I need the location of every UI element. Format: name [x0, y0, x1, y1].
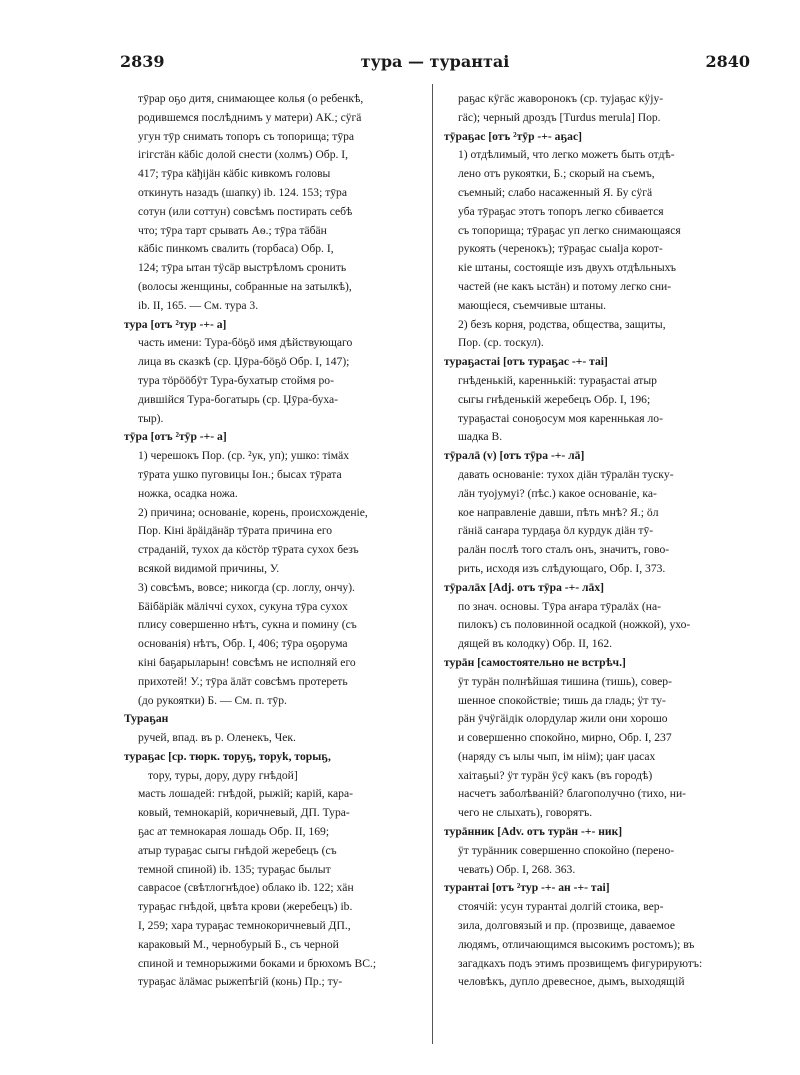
entry-text-line: частей (не какъ ыстäн) и потому легко сни- [458, 279, 672, 293]
entry-text-line: Пор. Кіні äрäідäнäр тӯрата причина его [138, 524, 333, 538]
entry-headword-line: тура [отъ ²тур -+- а] [124, 317, 227, 331]
entry-text-line: кое направленіе давши, пѣть мнѣ? Я.; ӧл [458, 505, 659, 519]
entry-text-line: І, 259; хара тураҕас темнокоричневый ДП., [138, 919, 351, 933]
entry-text-line: Пор. (ср. тоскул). [458, 336, 544, 350]
entry-text-line: караковый М., чернобурый Б., съ черной [138, 937, 339, 951]
entry-text-line: и совершенно спокойно, мирно, Обр. І, 237 [458, 731, 672, 745]
entry-headword-line: турантаі [отъ ²тур -+- ан -+- таі] [444, 881, 610, 895]
entry-text-line: Бäібäріäк мäліччі сухох, сукуна тӯра сухох [138, 599, 348, 613]
entry-text-line: страданій, тухох да кӧстӧр тӯрата сухох безъ [138, 543, 359, 557]
entry-text-line: саврасое (свѣтлогнѣдое) облако ib. 122; хäн [138, 881, 354, 895]
entry-headword-line: турāнник [Adv. отъ турäн -+- ник] [444, 825, 623, 839]
entry-text-line: лица въ сказкѣ (ср. Џӯра-бӧҕӧ Обр. І, 147); [138, 355, 350, 369]
entry-text-line: ігігстäн кäбіс долой снести (холмъ) Обр. І, [138, 148, 349, 162]
entry-text-line: тура тӧрӧӧбӱт Тура-бухатыр стоймя ро- [138, 373, 334, 387]
entry-text-line: всякой видимой причины, У. [138, 561, 280, 575]
entry-text-line: (волосы женщины, собранные на затылкѣ), [138, 279, 352, 293]
entry-text-line: ib. ІІ, 165. — См. тура 3. [138, 298, 259, 312]
entry-text-line: 1) отдѣлимый, что легко можетъ быть отдѣ- [458, 148, 675, 162]
entry-text-line: кіні баҕарыларын! совсѣмъ не исполняй его [138, 655, 356, 669]
entry-text-line: сотун (или соттун) совсѣмъ постирать себѣ [138, 204, 353, 218]
entry-text-line: атыр тураҕас сыгы гнѣдой жеребецъ (съ [138, 843, 337, 857]
entry-text-line: 2) безъ корня, родства, общества, защиты, [458, 317, 666, 331]
entry-text-line: раҕас кӱгäс жаворонокъ (ср. тујаҕас кӱју- [458, 92, 664, 105]
entry-headword-line: тӯралāх [Adj. отъ тӯра -+- лāх] [444, 580, 604, 594]
entry-text-line: зила, долговязый и пр. (прозвище, даваемое [458, 919, 675, 933]
entry-text-line: масть лошадей: гнѣдой, рыжій; карій, кара- [138, 787, 353, 801]
entry-text-line: чего не слыхать), говорятъ. [458, 806, 593, 820]
page-header [120, 52, 750, 78]
entry-headword-line: тӯралā (v) [отъ тӯра -+- лā] [444, 449, 585, 463]
entry-text-line: людямъ, отличающимся высокимъ ростомъ); въ [458, 937, 695, 951]
entry-text-line: ралäн послѣ того сталъ онъ, значитъ, гово- [458, 543, 670, 557]
right-column [444, 90, 746, 992]
entry-text-line: прихотей! У.; тӯра äлäт совсѣмъ протереть [138, 674, 348, 688]
entry-text-line: уба тӯраҕас этотъ топоръ легко сбивается [458, 204, 664, 218]
entry-text-line: ножка, осадка ножа. [138, 486, 238, 500]
entry-text-line: пилокъ) съ половинной осадкой (ножкой), ухо- [458, 618, 691, 632]
entry-text-line: шенное спокойствіе; тишь да гладь; ӱт ту- [458, 693, 666, 707]
entry-text-line: плису совершенно нѣтъ, сукна и помину (съ [138, 618, 357, 632]
entry-headword-line: тураҕастаі [отъ тураҕас -+- таі] [444, 355, 608, 369]
entry-text-line: основанія) нѣтъ, Обр. І, 406; тӯра оҕорума [138, 637, 348, 651]
entry-headword-line: тӯраҕас [отъ ²тӯр -+- аҕас] [444, 129, 582, 143]
entry-text-line: гäніä саҥара турдаҕа ӧл курдук діäн тӯ- [458, 524, 654, 538]
entry-text-line: что; тӯра тарт срывать Аѳ.; тӯра тäбäн [138, 223, 327, 237]
entry-text-line: ӱт турäнник совершенно спокойно (перено- [458, 843, 675, 857]
entry-text-line: давать основаніе: тухох діäн тӯралäн тускy- [458, 467, 674, 481]
entry-text-line: дящей въ колодку) Обр. ІІ, 162. [458, 637, 613, 651]
entry-text-line: тору, туры, дору, дуру гнѣдой] [148, 768, 298, 782]
entry-text-line: тураҕас äлäмас рыжепѣгій (конь) Пр.; ту- [138, 975, 343, 989]
entry-text-line: ҕас ат темнокарая лошадь Обр. ІІ, 169; [138, 825, 330, 839]
page-number-right: 2840 [705, 52, 750, 71]
entry-headword-line: турāн [самостоятельно не встрѣч.] [444, 655, 626, 669]
entry-text-line: родившемся послѣднимъ у матери) АК.; сӱгä [138, 110, 362, 124]
entry-text-line: лено отъ рукоятки, Б.; скорый на съемъ, [458, 167, 655, 181]
entry-text-line: откинуть назадъ (шапку) ib. 124. 153; тӯра [138, 185, 347, 199]
entry-text-line: рить, исходя изъ слѣдующаго, Обр. І, 373. [458, 561, 666, 575]
entry-text-line: чевать) Обр. І, 268. 363. [458, 862, 576, 876]
entry-text-line: по знач. основы. Тӯра аҥара тӯралäх (на- [458, 599, 661, 613]
entry-text-line: ӱт турäн полнѣйшая тишина (тишь), совер- [458, 674, 672, 688]
entry-text-line: гнѣденькій, кареннькій: тураҕастаі атыр [458, 373, 657, 387]
entry-text-line: гäс); черный дроздъ [Turdus merula] Пор. [458, 110, 661, 124]
entry-text-line: дившійся Тура-богатырь (ср. Џӯра-буха- [138, 392, 339, 406]
left-column [124, 90, 424, 992]
entry-text-line: ковый, темнокарій, коричневый, ДП. Тура- [138, 806, 350, 820]
entry-text-line: человѣкъ, дупло древесное, дымъ, выходящій [458, 975, 685, 989]
column-divider [432, 84, 433, 1044]
entry-text-line: тӯрата ушко пуговицы Іон.; бысах тӯрата [138, 467, 342, 481]
entry-text-line: 124; тӯра ытан тӱсäр выстрѣломъ сронить [138, 261, 347, 275]
entry-text-line: (до рукоятки) Б. — См. п. тӯр. [138, 693, 287, 707]
entry-text-line: (наряду съ ылы чып, ім ніім); џаҥ џасах [458, 749, 656, 763]
entry-text-line: насчетъ заболѣваній? благополучно (тихо, ни- [458, 787, 687, 801]
entry-headword-line: тӯра [отъ ²тӯр -+- а] [124, 430, 227, 444]
entry-text-line: темной спиной) ib. 135; тураҕас былыт [138, 862, 331, 876]
entry-text-line: 3) совсѣмъ, вовсе; никогда (ср. логлу, ончу). [138, 580, 355, 594]
entry-text-line: мающіеся, съемчивые штаны. [458, 298, 607, 312]
entry-text-line: кäбіс пинкомъ свалить (торбаса) Обр. І, [138, 242, 334, 256]
entry-text-line: спиной и темнорыжими боками и брюхомъ ВС.; [138, 956, 377, 970]
entry-text-line: тураҕастаі соноҕосум моя кареннькая ло- [458, 411, 663, 425]
entry-text-line: тыр). [138, 411, 164, 425]
entry-headword-line: Тураҕан [124, 712, 169, 726]
entry-text-line: съемный; слабо насаженный Я. Бу сӱгä [458, 185, 653, 199]
entry-text-line: загадкахъ подъ этимъ прозвищемъ фигурируютъ: [458, 956, 703, 970]
entry-text-line: съ топорища; тӯраҕас уп легко снимающаяся [458, 223, 681, 237]
entry-text-line: стоячій: усун турантаі долгій стоика, вер- [458, 900, 664, 914]
entry-text-line: рукоять (черенокъ); тӯраҕас сыаlја корот- [458, 242, 663, 256]
entry-text-line: часть имени: Тура-бӧҕӧ имя дѣйствующаго [138, 336, 353, 350]
entry-text-line: 1) черешокъ Пор. (ср. ²ук, уп); ушко: тімäх [138, 449, 350, 463]
entry-text-line: ручей, впад. въ р. Оленекъ, Чек. [138, 731, 296, 745]
entry-text-line: рäн ӱчӱгäідік олордулар жили они хорошо [458, 712, 668, 726]
entry-headword-line: тураҕас [ср. тюрк. торуҕ, торуk, торыҕ, [124, 749, 331, 763]
entry-text-line: шадка В. [458, 430, 503, 444]
entry-text-line: тураҕас гнѣдой, цвѣта крови (жеребецъ) ib. [138, 900, 353, 914]
entry-text-line: 417; тӯра кäђіјäн кäбіс кивкомъ головы [138, 167, 331, 181]
entry-text-line: 2) причина; основаніе, корень, происхожденіе, [138, 505, 368, 519]
entry-text-line: угун тӯр снимать топоръ съ топорища; тӯра [138, 129, 355, 143]
entry-text-line: хаітаҕыі? ӱт турäн ӱсӱ какъ (въ городѣ) [458, 768, 653, 782]
entry-text-line: тӯрар оҕо дитя, снимающее колья (о ребенкѣ, [138, 92, 364, 105]
page-number-left: 2839 [120, 52, 165, 71]
entry-text-line: кіе штаны, состоящіе изъ двухъ отдѣльныхъ [458, 261, 677, 275]
running-title: тура — турантаі [360, 52, 510, 71]
entry-text-line: лäн туојумуі? (пѣс.) какое основаніе, ка- [458, 486, 657, 500]
entry-text-line: сыгы гнѣденькій жеребецъ Обр. І, 196; [458, 392, 651, 406]
